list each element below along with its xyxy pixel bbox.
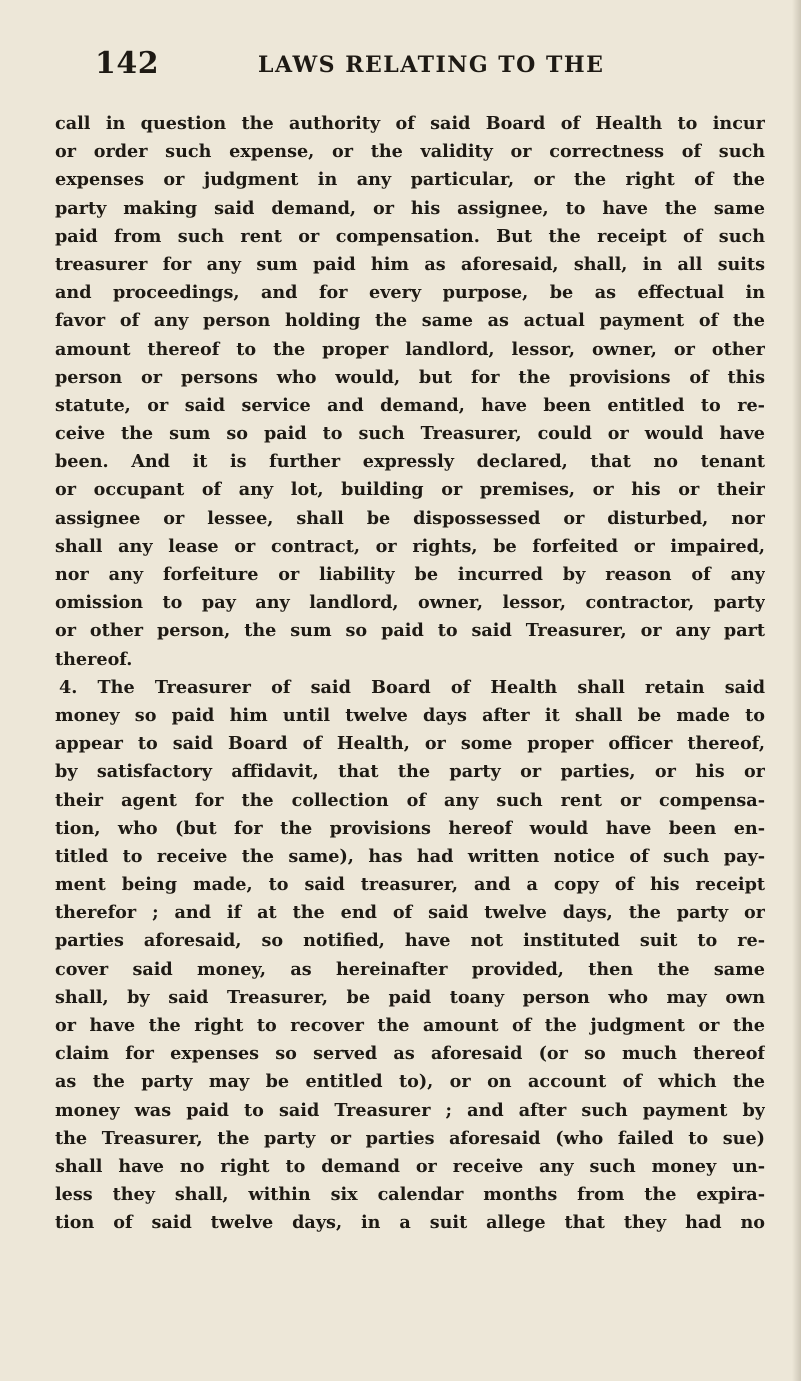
text-line: or other person, the sum so paid to said Treasurer, or any part	[55, 620, 765, 642]
text-line: tion of said twelve days, in a suit allege that they had no	[55, 1212, 765, 1234]
text-line: parties aforesaid, so notified, have not instituted suit to re-	[55, 930, 765, 952]
text-line: their agent for the collection of any such rent or compensa-	[55, 789, 765, 811]
text-line: money was paid to said Treasurer ; and after such payment by	[55, 1099, 765, 1121]
text-line: amount thereof to the proper landlord, lessor, owner, or other	[55, 338, 765, 360]
text-line: or occupant of any lot, building or premises, or his or their	[55, 479, 765, 501]
text-line: expenses or judgment in any particular, or the right of the	[55, 169, 765, 191]
text-line: omission to pay any landlord, owner, lessor, contractor, party	[55, 592, 765, 614]
text-line: cover said money, as hereinafter provided, then the same	[55, 958, 765, 980]
text-line: less they shall, within six calendar months from the expira-	[55, 1184, 765, 1206]
section-4-first-line: 4. The Treasurer of said Board of Health shall retain said	[59, 676, 765, 698]
text-line: person or persons who would, but for the provisions of this	[55, 366, 765, 388]
page-header	[0, 46, 801, 96]
running-head: LAWS RELATING TO THE	[258, 52, 605, 78]
text-line: statute, or said service and demand, have been entitled to re-	[55, 394, 765, 416]
text-line: party making said demand, or his assignee, to have the same	[55, 197, 765, 219]
text-line: appear to said Board of Health, or some proper officer thereof,	[55, 733, 765, 755]
text-line: money so paid him until twelve days after it shall be made to	[55, 704, 765, 726]
body-text	[55, 110, 765, 1238]
text-line: nor any forfeiture or liability be incurred by reason of any	[55, 564, 765, 585]
text-line: thereof.	[55, 648, 133, 670]
text-line: the Treasurer, the party or parties aforesaid (who failed to sue)	[55, 1127, 765, 1149]
text-line: therefor ; and if at the end of said twelve days, the party or	[55, 902, 765, 924]
text-line: by satisfactory affidavit, that the party or parties, or his or	[55, 761, 765, 783]
text-line: been. And it is further expressly declared, that no tenant	[55, 451, 765, 473]
text-line: ceive the sum so paid to such Treasurer, could or would have	[55, 423, 765, 445]
text-line: ment being made, to said treasurer, and a copy of his receipt	[55, 874, 765, 896]
text-line: and proceedings, and for every purpose, be as effectual in	[55, 282, 765, 304]
text-line: favor of any person holding the same as actual payment of the	[55, 310, 765, 332]
text-line: paid from such rent or compensation. But the receipt of such	[55, 225, 765, 247]
text-line: treasurer for any sum paid him as aforesaid, shall, in all suits	[55, 253, 765, 275]
page-edge-shadow	[792, 0, 801, 1381]
text-line: shall, by said Treasurer, be paid toany person who may own	[55, 986, 765, 1008]
text-line: shall any lease or contract, or rights, be forfeited or impaired,	[55, 535, 765, 557]
text-line: as the party may be entitled to), or on account of which the	[55, 1071, 765, 1093]
text-line: claim for expenses so served as aforesaid (or so much thereof	[55, 1043, 765, 1065]
text-line: tion, who (but for the provisions hereof would have been en-	[55, 817, 765, 839]
text-line: shall have no right to demand or receive any such money un-	[55, 1155, 765, 1177]
text-line: or order such expense, or the validity or correctness of such	[55, 141, 765, 163]
text-line: titled to receive the same), has had written notice of such pay-	[55, 845, 765, 867]
page-number: 142	[95, 46, 160, 81]
text-line: assignee or lessee, shall be dispossessed or disturbed, nor	[55, 507, 765, 529]
text-line: call in question the authority of said Board of Health to incur	[55, 113, 765, 134]
text-line: or have the right to recover the amount of the judgment or the	[55, 1015, 765, 1036]
